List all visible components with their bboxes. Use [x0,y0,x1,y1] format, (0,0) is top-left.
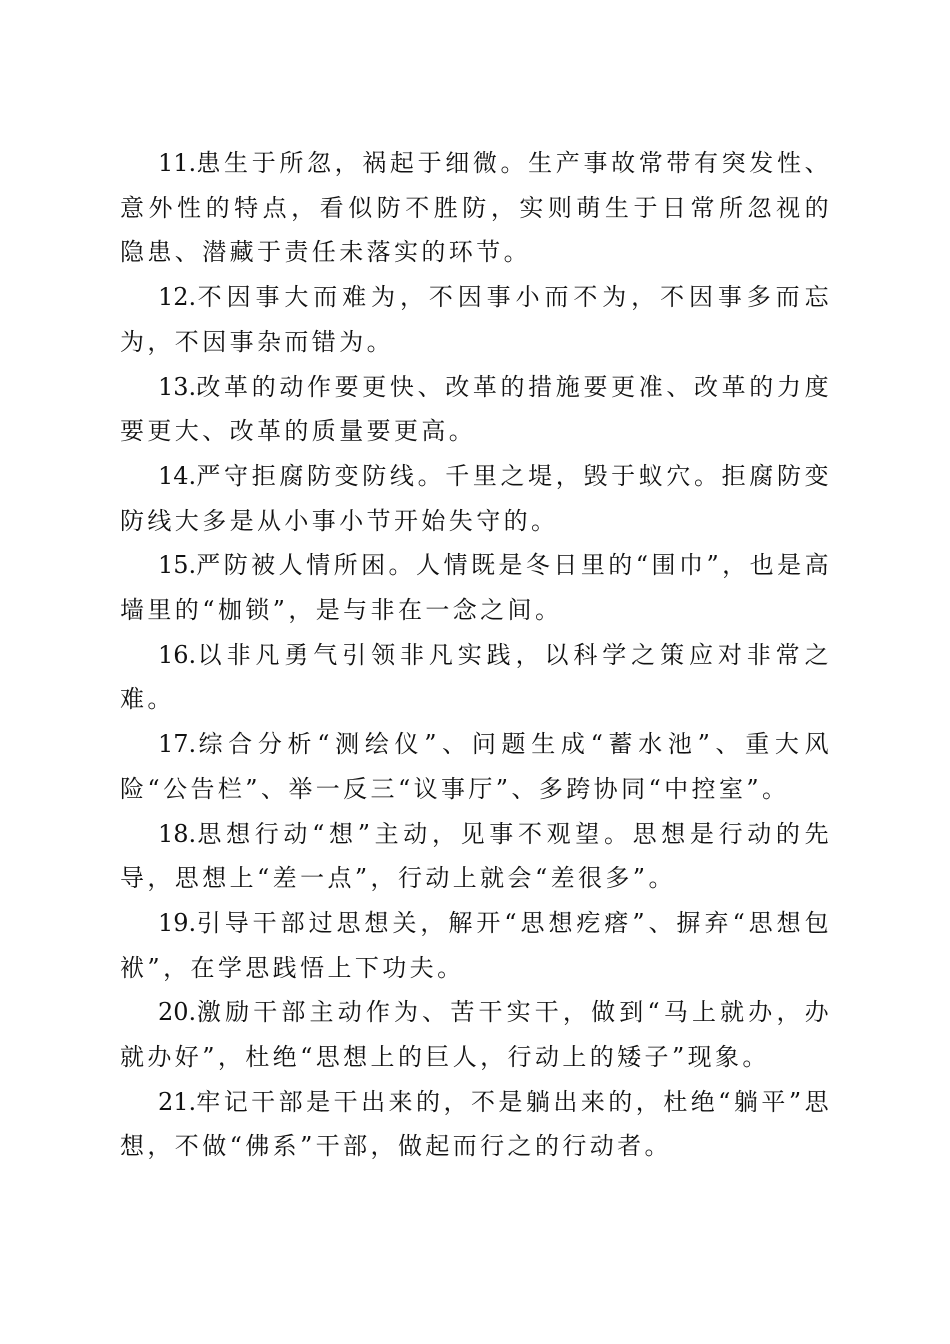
paragraph-text: 思想行动“想”主动，见事不观望。思想是行动的先导，思想上“差一点”，行动上就会“差很多”。 [120,819,832,893]
paragraph-text: 以非凡勇气引领非凡实践，以科学之策应对非常之难。 [120,640,832,714]
paragraph-15 [120,543,832,632]
paragraph-text: 引导干部过思想关，解开“思想疙瘩”、摒弃“思想包袱”，在学思践悟上下功夫。 [120,908,832,982]
paragraph-text: 改革的动作要更快、改革的措施要更准、改革的力度要更大、改革的质量要更高。 [120,372,832,446]
paragraph-text: 严防被人情所困。人情既是冬日里的“围巾”，也是高墙里的“枷锁”，是与非在一念之间。 [120,551,832,625]
paragraph-number: 12. [158,283,197,312]
paragraph-text: 严守拒腐防变防线。千里之堤，毁于蚁穴。拒腐防变防线大多是从小事小节开始失守的。 [120,461,832,535]
paragraph-number: 21. [158,1087,197,1116]
paragraph-number: 17. [158,730,197,759]
paragraph-text: 牢记干部是干出来的，不是躺出来的，杜绝“躺平”思想，不做“佛系”干部，做起而行之的行动者。 [120,1087,832,1161]
paragraph-text: 激励干部主动作为、苦干实干，做到“马上就办，办就办好”，杜绝“思想上的巨人，行动上的矮子”现象。 [120,998,832,1072]
paragraph-20 [120,990,832,1079]
paragraph-19 [120,901,832,990]
paragraph-text: 不因事大而难为，不因事小而不为，不因事多而忘为，不因事杂而错为。 [120,283,832,356]
paragraph-17 [120,722,832,811]
paragraph-21 [120,1080,832,1169]
paragraph-number: 11. [158,149,197,177]
paragraph-16 [120,633,832,722]
paragraph-12 [120,275,832,364]
paragraph-number: 15. [158,551,197,580]
paragraph-13 [120,365,832,454]
paragraph-text: 患生于所忽，祸起于细微。生产事故常带有突发性、意外性的特点，看似防不胜防，实则萌生于日常所忽视的隐患、潜藏于责任未落实的环节。 [120,149,832,267]
paragraph-number: 19. [158,908,197,937]
paragraph-number: 18. [158,819,197,848]
paragraph-text: 综合分析“测绘仪”、问题生成“蓄水池”、重大风险“公告栏”、举一反三“议事厅”、多跨协同“中控室”。 [120,730,832,803]
paragraph-18 [120,812,832,901]
paragraph-number: 20. [158,998,197,1027]
paragraph-number: 16. [158,640,197,669]
paragraph-number: 14. [158,461,197,490]
paragraph-11 [120,141,832,275]
paragraph-14 [120,454,832,543]
paragraph-number: 13. [158,372,197,401]
document-body [120,141,832,1169]
